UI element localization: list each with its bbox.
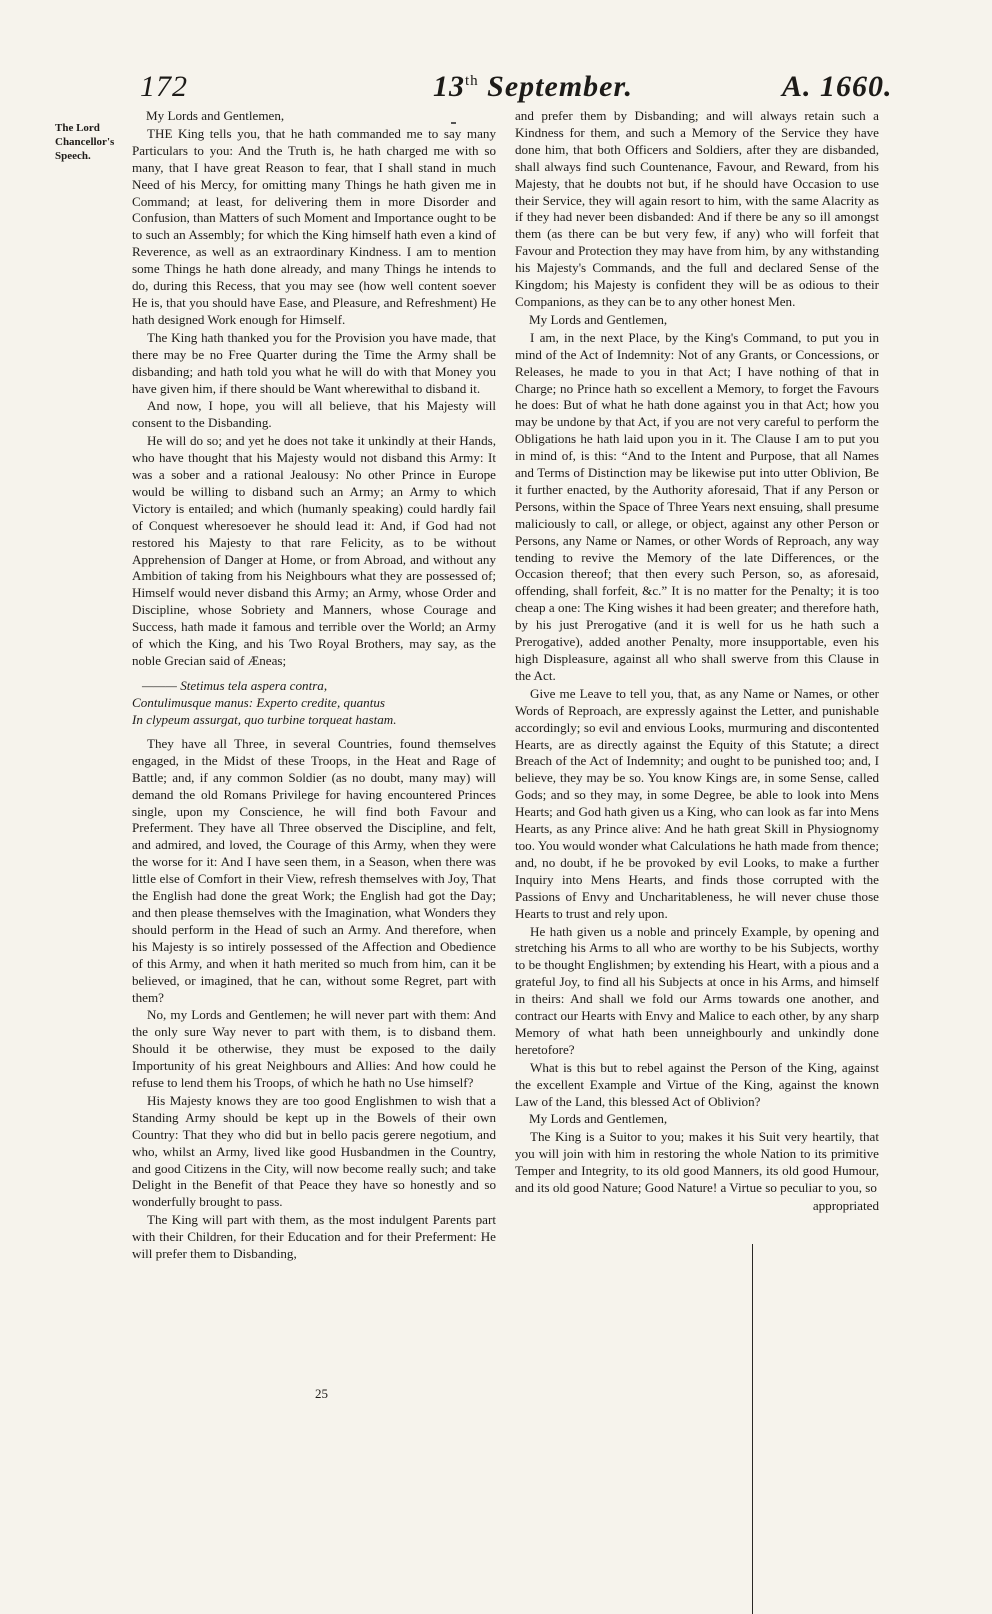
catchword: appropriated (812, 1198, 879, 1213)
sidenote-line: Speech. (55, 150, 91, 162)
paragraph: No, my Lords and Gentlemen; he will never part with them: And the only sure Way never to part with them, is to disband them. Should it be otherwise, they must be exposed to the daily Importunity of his great Neighbours and Allies: And how could he refuse to lend them his Troops, of which he hath no Use himself? (132, 1007, 496, 1091)
verse-line: ——— Stetimus tela aspera contra, (142, 677, 328, 693)
scan-crease-line (752, 1244, 753, 1614)
paragraph: What is this but to rebel against the Person of the King, against the excellent Example and Virtue of the King, against the known Law of the Land, this blessed Act of Oblivion? (515, 1059, 879, 1109)
header-date (433, 70, 633, 104)
latin-verse (132, 677, 496, 728)
paragraph: I am, in the next Place, by the King's Command, to put you in mind of the Act of Indemnity: Not of any Grants, or Concessions, or Releases, he made to you in that Act; I have nothing of that in Charge; no Prince hath so excellent a Memory, to forget the Favours he does: But of what he hath done against you in that Act; how you may be undone by that Act, if you are not very careful to perform the Obligations he hath laid upon you in it. The Clause I am to put you in mind of, is this: “And to the Intent and Purpose, that all Names and Terms of Distinction may be likewise put into utter Oblivion, Be it further enacted, by the Authority aforesaid, That if any Person or Persons, within the Space of Three Years next ensuing, shall presume maliciously to call, or allege, or object, against any other Person or Persons, any Name or Names, or other Words of Reproach, any way tending to revive the Memory of the late Differences, or the Occasion thereof; that then every such Person, so, as aforesaid, offending, shall forfeit, &c.” It is no matter for the Penalty; it is too cheap a one: The King wishes it had been greater; and therefore hath, by his just Prerogative (and it is well for us he hath such a Prerogative), added another Penalty, more insupportable, even his high Displeasure, against all who shall swerve from this Clause in the Act. (515, 329, 879, 683)
left-column (132, 108, 496, 1264)
paragraph: and prefer them by Disbanding; and will always retain such a Kindness for them, and such a Memory of the Service they have done him, that both Officers and Soldiers, after they are disbanded, shall always find such Countenance, Favour, and Reward, from his Majesty, that he doubts not but, if he should have Occasion to use their Service, they will again resort to him, with the same Alacrity as if they had never been disbanded: And if there be any so ill amongst them (as there can be but very few, if any) who will forfeit that Favour and Protection they may have from him, by any withstanding his Majesty's Commands, and the full and declared Sense of the Kingdom; his Majesty is confident they will be as odious to their Companions, as they can be to any other honest Men. (515, 108, 879, 309)
header-year: A. 1660. (782, 70, 893, 103)
sidenote (55, 121, 125, 163)
paragraph: He will do so; and yet he does not take it unkindly at their Hands, who have thought that his Majesty would not disband this Army: It was a sober and a rational Jealousy: No other Prince in Europe would be willing to disband such an Army; an Army to which Victory is entailed; and which (humanly speaking) could hardly fail of Conquest wheresoever he should lead it: And, if God had not restored his Majesty to that rare Felicity, as to be without Apprehension of Danger at Home, or from Abroad, and without any Ambition of taking from his Neighbours what they are possessed of; Himself would never disband this Army; an Army, whose Order and Discipline, whose Sobriety and Manners, whose Courage and Success, hath made it famous and terrible over the World; an Army of which the King, and his Two Royal Brothers, may say, as the noble Grecian said of Æneas; (132, 433, 496, 668)
header-day-suffix: th (465, 73, 479, 89)
running-header (0, 70, 992, 112)
verse-line: Contulimusque manus: Experto credite, quantus (132, 694, 385, 710)
salutation: My Lords and Gentlemen, (529, 311, 668, 327)
paragraph: The King hath thanked you for the Provision you have made, that there may be no Free Quarter during the Time the Army shall be disbanding; and hath told you what he will do with that Money you have given him, if there should be Want wherewithal to disband it. (132, 329, 496, 396)
header-month: September. (487, 70, 633, 103)
verse-line: In clypeum assurgat, quo turbine torqueat hastam. (132, 711, 397, 727)
paragraph: The King will part with them, as the most indulgent Parents part with their Children, for their Education and for their Preferment: He will prefer them to Disbanding, (132, 1212, 496, 1262)
paragraph: The King is a Suitor to you; makes it his Suit very heartily, that you will join with him in restoring the whole Nation to its primitive Temper and Integrity, to its old good Manners, its old good Humour, and its old good Nature; Good Nature! a Virtue so peculiar to you, so (515, 1129, 879, 1196)
sidenote-line: The Lord (55, 122, 100, 134)
header-day: 13 (433, 70, 465, 103)
paragraph: He hath given us a noble and princely Example, by opening and stretching his Arms to all who are worthy to be his Subjects, worthy to be thought Englishmen; by extending his Heart, with a pious and a grateful Joy, to find all his Subjects at once in his Arms, and himself in theirs: And shall we fold our Arms towards one another, and contract our Hearts with Envy and Malice to each other, by any sharp Memory of what hath been unneighbourly and unkindly done heretofore? (515, 923, 879, 1057)
signature-mark: 25 (315, 1386, 328, 1401)
page-number: 172 (140, 70, 188, 103)
paragraph: His Majesty knows they are too good Englishmen to wish that a Standing Army should be kept up in the Bowels of their own Country: That they who did but in bello pacis gerere negotium, and who, whilst an Army, lived like good Husbandmen in the Country, and good Citizens in the City, will now become really such; and take Delight in the Benefit of that Peace they have so honestly and so wonderfully brought to pass. (132, 1092, 496, 1210)
salutation: My Lords and Gentlemen, (146, 108, 285, 123)
paragraph: THE King tells you, that he hath commanded me to say many Particulars to you: And the Truth is, he hath charged me with so many, that I have great Reason to fear, that I shall stand in much Need of his Mercy, for omitting many Things he hath given me in Command; at least, for delivering them in more Disorder and Confusion, than Matters of such Moment and Importance ought to be to such an Assembly; for which the King himself hath even a kind of Reverence, as well as an extraordinary Kindness. I am to mention some Things he hath done already, and many Things he intends to do, during this Recess, that you may see (how well content soever He is, that you should have Ease, and Pleasure, and Refreshment) He hath designed Work enough for Himself. (132, 125, 496, 327)
right-column (515, 108, 879, 1216)
paragraph: They have all Three, in several Countries, found themselves engaged, in the Midst of these Troops, in the Heat and Rage of Battle; and, if any common Soldier (as no doubt, many may) will demand the old Romans Privilege for having encountered Princes single, upon my Conscience, he will find both Favour and Preferment. They have all Three observed the Discipline, and felt, and admired, and loved, the Courage of this Army, when they were the worse for it: And I have seen them, in a Season, when there was little else of Comfort in their View, refresh themselves with Joy, That the English had done the great Work; the English had got the Day; and then please themselves with the Imagination, what Wonders they should perform in the Head of such an Army. And therefore, when his Majesty is so intirely possessed of the Affection and Obedience of this Army, and when it hath merited so much from him, can it be believed, or imagined, that he can, without some Regret, part with them? (132, 735, 496, 1005)
sidenote-line: Chancellor's (55, 136, 115, 148)
paragraph: And now, I hope, you will all believe, that his Majesty will consent to the Disbanding. (132, 398, 496, 431)
paragraph: Give me Leave to tell you, that, as any Name or Names, or other Words of Reproach, are expressly against the Letter, and punishable accordingly; so evil and envious Looks, murmuring and discontented Hearts, are as directly against the Equity of this Statute; a direct Breach of the Act of Indemnity; and ought to be punished too; and, I believe, they may be so. You know Kings are, in some Sense, called Gods; and so they may, in some Degree, be able to look into Mens Hearts; and God hath given us a King, who can look as far into Mens Hearts, as any Prince alive: And he hath great Skill in Physiognomy too. You would wonder what Calculations he hath made from thence; and, no doubt, if he be provoked by evil Looks, to make a further Inquiry into Mens Hearts, and finds those corrupted with the Passions of Envy and Uncharitableness, he will never chuse those Hearts to trust and rely upon. (515, 685, 879, 921)
salutation: My Lords and Gentlemen, (529, 1111, 668, 1127)
